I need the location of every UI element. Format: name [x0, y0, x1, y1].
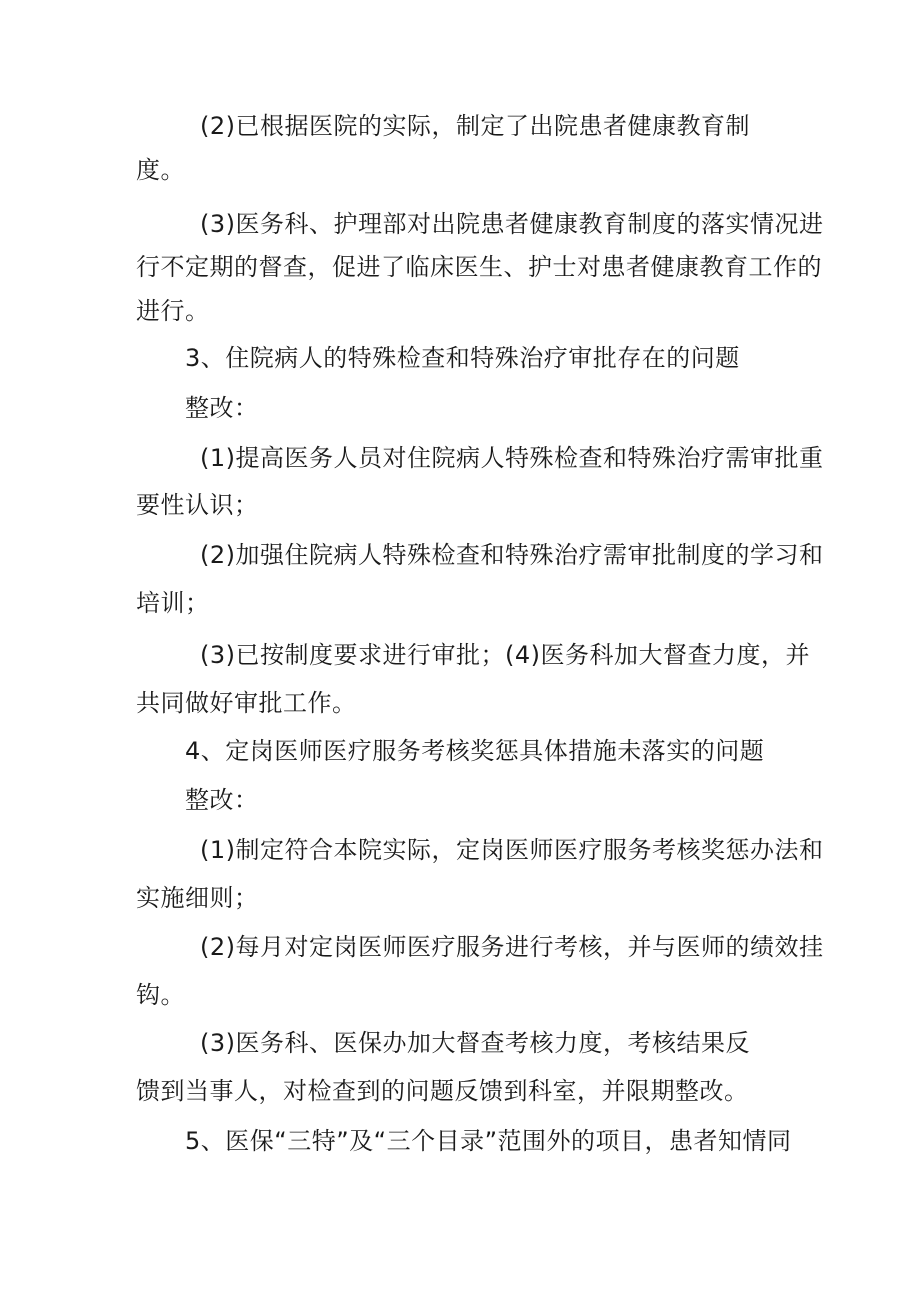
paragraph-line: (2)每月对定岗医师医疗服务进行考核，并与医师的绩效挂 [200, 933, 824, 961]
paragraph-line: (1)制定符合本院实际，定岗医师医疗服务考核奖惩办法和 [200, 836, 824, 864]
paragraph-line: (3)医务科、医保办加大督查考核力度，考核结果反 [200, 1029, 750, 1057]
subheading: 整改： [185, 394, 259, 422]
paragraph-line: 度。 [136, 156, 185, 184]
section-heading: 3、住院病人的特殊检查和特殊治疗审批存在的问题 [185, 344, 740, 372]
paragraph-line: 实施细则； [136, 884, 259, 912]
paragraph-line: (3)已按制度要求进行审批；(4)医务科加大督查力度，并 [200, 641, 810, 669]
paragraph-line: (2)已根据医院的实际，制定了出院患者健康教育制 [200, 112, 750, 140]
paragraph-line: (1)提高医务人员对住院病人特殊检查和特殊治疗需审批重 [200, 444, 824, 472]
paragraph-line: 馈到当事人，对检查到的问题反馈到科室，并限期整改。 [136, 1077, 749, 1105]
section-heading: 4、定岗医师医疗服务考核奖惩具体措施未落实的问题 [185, 737, 765, 765]
paragraph-line: 行不定期的督查，促进了临床医生、护士对患者健康教育工作的 [136, 253, 822, 281]
paragraph-line: 钩。 [136, 981, 185, 1009]
paragraph-line: (3)医务科、护理部对出院患者健康教育制度的落实情况进 [200, 210, 824, 238]
paragraph-line: 要性认识； [136, 491, 259, 519]
section-heading: 5、医保“三特”及“三个目录”范围外的项目，患者知情同 [185, 1127, 792, 1155]
subheading: 整改： [185, 786, 259, 814]
paragraph-line: (2)加强住院病人特殊检查和特殊治疗需审批制度的学习和 [200, 541, 824, 569]
paragraph-line: 培训； [136, 589, 210, 617]
paragraph-line: 共同做好审批工作。 [136, 689, 357, 717]
paragraph-line: 进行。 [136, 297, 210, 325]
